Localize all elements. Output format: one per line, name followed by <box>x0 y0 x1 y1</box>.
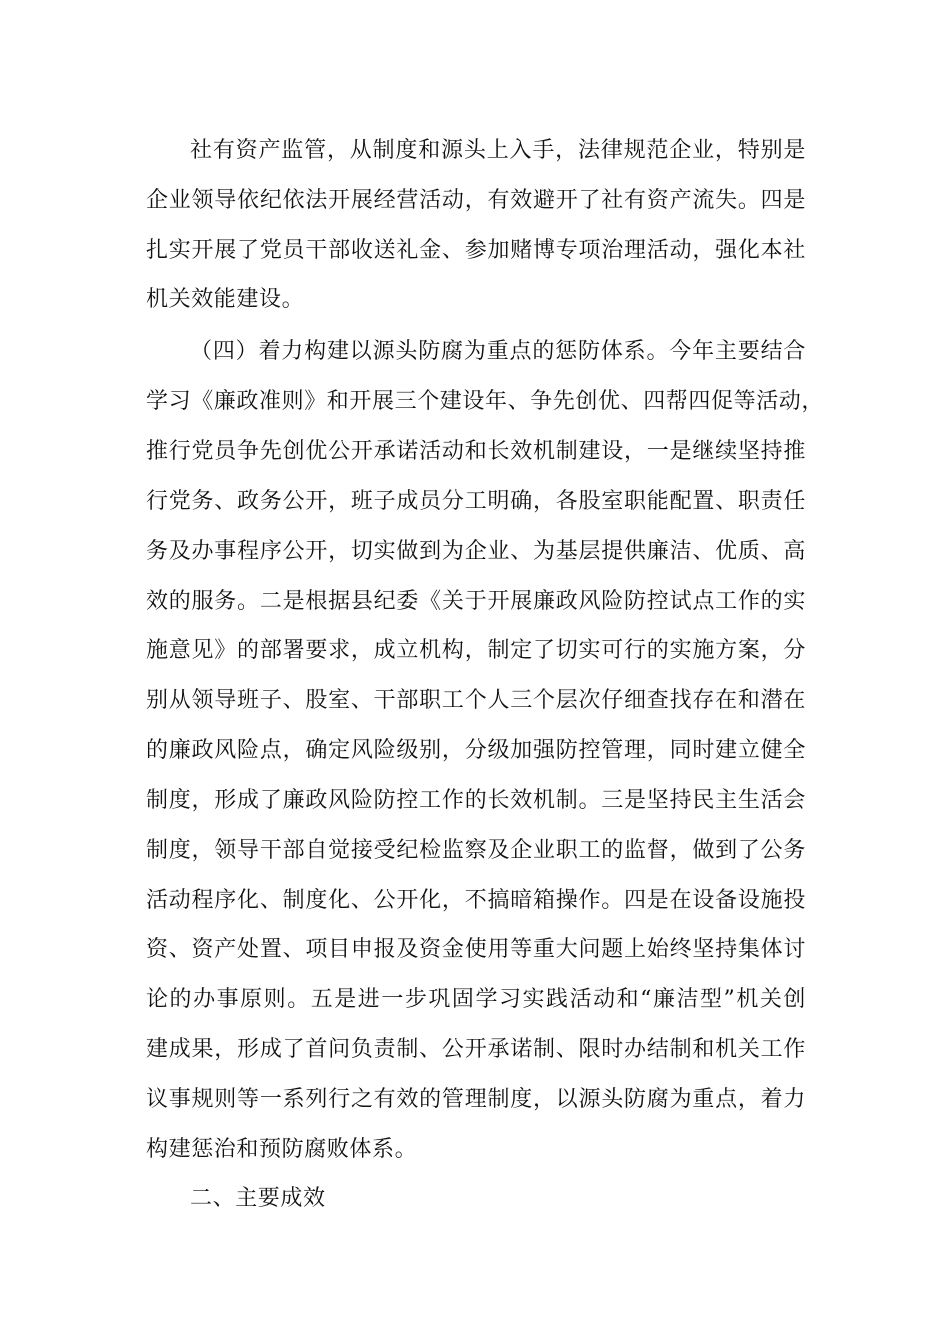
paragraph-line: （四）着力构建以源头防腐为重点的惩防体系。今年主要结合 <box>190 339 806 364</box>
section-heading: 二、主要成效 <box>190 1186 326 1211</box>
paragraph-line: 企业领导依纪依法开展经营活动，有效避开了社有资产流失。四是 <box>146 188 806 213</box>
paragraph-line: 的廉政风险点，确定风险级别，分级加强防控管理，同时建立健全 <box>146 738 806 763</box>
paragraph-line: 扎实开展了党员干部收送礼金、参加赌博专项治理活动，强化本社 <box>146 238 806 263</box>
paragraph-line: 建成果，形成了首问负责制、公开承诺制、限时办结制和机关工作 <box>146 1037 806 1062</box>
paragraph-line: 资、资产处置、项目申报及资金使用等重大问题上始终坚持集体讨 <box>146 937 806 962</box>
paragraph-line: 学习《廉政准则》和开展三个建设年、争先创优、四帮四促等活动， <box>146 389 825 414</box>
paragraph-line: 行党务、政务公开，班子成员分工明确，各股室职能配置、职责任 <box>146 489 806 514</box>
paragraph-line: 制度，领导干部自觉接受纪检监察及企业职工的监督，做到了公务 <box>146 838 806 863</box>
paragraph-line: 推行党员争先创优公开承诺活动和长效机制建设，一是继续坚持推 <box>146 439 806 464</box>
paragraph-line: 效的服务。二是根据县纪委《关于开展廉政风险防控试点工作的实 <box>146 589 806 614</box>
paragraph-line: 议事规则等一系列行之有效的管理制度，以源头防腐为重点，着力 <box>146 1087 806 1112</box>
paragraph-line: 论的办事原则。五是进一步巩固学习实践活动和“廉洁型”机关创 <box>146 987 806 1012</box>
paragraph-line: 构建惩治和预防腐败体系。 <box>146 1137 418 1162</box>
paragraph-line: 机关效能建设。 <box>146 287 305 312</box>
paragraph-line: 活动程序化、制度化、公开化，不搞暗箱操作。四是在设备设施投 <box>146 888 806 913</box>
paragraph-line: 务及办事程序公开，切实做到为企业、为基层提供廉洁、优质、高 <box>146 539 806 564</box>
paragraph-line: 别从领导班子、股室、干部职工个人三个层次仔细查找存在和潜在 <box>146 688 806 713</box>
paragraph-line: 社有资产监管，从制度和源头上入手，法律规范企业，特别是 <box>190 138 806 163</box>
paragraph-line: 制度，形成了廉政风险防控工作的长效机制。三是坚持民主生活会 <box>146 788 806 813</box>
paragraph-line: 施意见》的部署要求，成立机构，制定了切实可行的实施方案，分 <box>146 638 806 663</box>
